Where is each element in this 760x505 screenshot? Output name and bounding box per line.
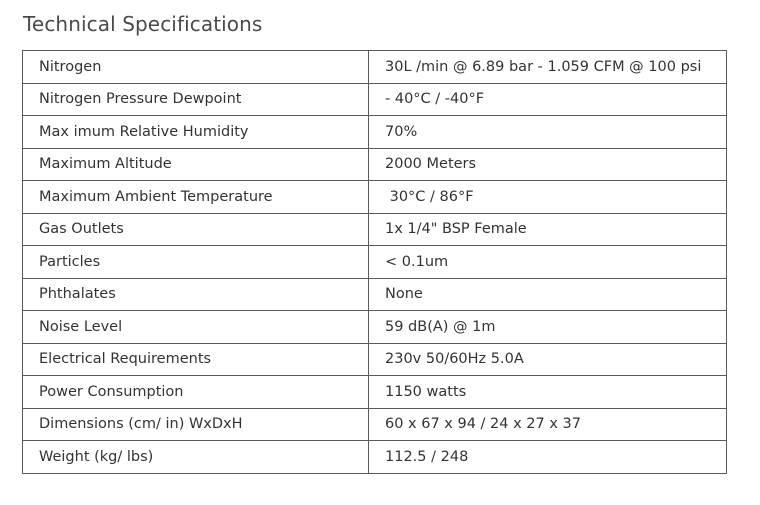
table-row xyxy=(23,376,727,409)
spec-value-max-relative-humidity: 70% xyxy=(369,116,727,149)
spec-label-power-consumption: Power Consumption xyxy=(23,376,369,409)
table-row xyxy=(23,51,727,84)
table-row xyxy=(23,311,727,344)
table-row xyxy=(23,441,727,474)
spec-label-electrical-requirements: Electrical Requirements xyxy=(23,343,369,376)
spec-value-power-consumption: 1150 watts xyxy=(369,376,727,409)
spec-value-nitrogen-pressure-dewpoint: - 40°C / -40°F xyxy=(369,83,727,116)
spec-value-noise-level: 59 dB(A) @ 1m xyxy=(369,311,727,344)
table-row xyxy=(23,278,727,311)
table-row xyxy=(23,83,727,116)
spec-value-particles: < 0.1um xyxy=(369,246,727,279)
table-row xyxy=(23,181,727,214)
spec-value-gas-outlets: 1x 1/4" BSP Female xyxy=(369,213,727,246)
spec-value-electrical-requirements: 230v 50/60Hz 5.0A xyxy=(369,343,727,376)
spec-label-max-relative-humidity: Max imum Relative Humidity xyxy=(23,116,369,149)
specifications-table xyxy=(22,50,727,474)
table-row xyxy=(23,408,727,441)
spec-label-noise-level: Noise Level xyxy=(23,311,369,344)
spec-label-gas-outlets: Gas Outlets xyxy=(23,213,369,246)
table-row xyxy=(23,343,727,376)
spec-label-particles: Particles xyxy=(23,246,369,279)
spec-label-maximum-ambient-temperature: Maximum Ambient Temperature xyxy=(23,181,369,214)
page-title: Technical Specifications xyxy=(23,12,263,36)
spec-label-maximum-altitude: Maximum Altitude xyxy=(23,148,369,181)
spec-label-phthalates: Phthalates xyxy=(23,278,369,311)
spec-label-nitrogen-pressure-dewpoint: Nitrogen Pressure Dewpoint xyxy=(23,83,369,116)
spec-value-dimensions: 60 x 67 x 94 / 24 x 27 x 37 xyxy=(369,408,727,441)
spec-value-nitrogen: 30L /min @ 6.89 bar - 1.059 CFM @ 100 psi xyxy=(369,51,727,84)
spec-label-dimensions: Dimensions (cm/ in) WxDxH xyxy=(23,408,369,441)
spec-label-nitrogen: Nitrogen xyxy=(23,51,369,84)
spec-value-weight: 112.5 / 248 xyxy=(369,441,727,474)
spec-value-maximum-altitude: 2000 Meters xyxy=(369,148,727,181)
table-row xyxy=(23,148,727,181)
spec-value-phthalates: None xyxy=(369,278,727,311)
table-row xyxy=(23,116,727,149)
spec-value-maximum-ambient-temperature: 30°C / 86°F xyxy=(369,181,727,214)
spec-label-weight: Weight (kg/ lbs) xyxy=(23,441,369,474)
table-row xyxy=(23,246,727,279)
table-row xyxy=(23,213,727,246)
